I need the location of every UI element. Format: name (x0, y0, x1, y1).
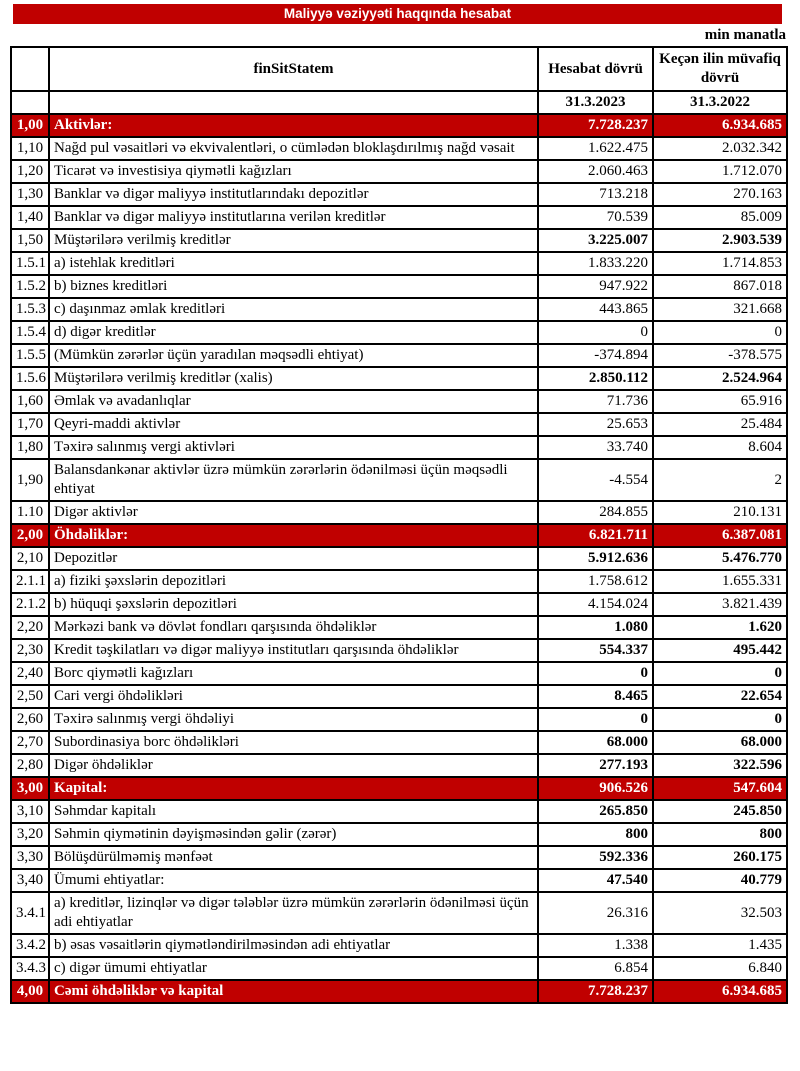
row-label: Təxirə salınmış vergi aktivləri (49, 436, 538, 459)
table-row (11, 275, 787, 298)
row-value-previous: 2.524.964 (653, 367, 787, 390)
table-row (11, 593, 787, 616)
row-value-current: 26.316 (538, 892, 653, 934)
row-label: Aktivlər: (49, 114, 538, 137)
row-value-previous: 5.476.770 (653, 547, 787, 570)
row-value-previous: 2.903.539 (653, 229, 787, 252)
row-code: 3,40 (11, 869, 49, 892)
row-value-previous: 8.604 (653, 436, 787, 459)
row-label: a) istehlak kreditləri (49, 252, 538, 275)
table-row (11, 869, 787, 892)
row-code: 2.1.1 (11, 570, 49, 593)
row-value-previous: 1.655.331 (653, 570, 787, 593)
row-code: 1,30 (11, 183, 49, 206)
row-label: Ümumi ehtiyatlar: (49, 869, 538, 892)
table-row (11, 616, 787, 639)
row-label: Bölüşdürülməmiş mənfəət (49, 846, 538, 869)
row-label: Səhmin qiymətinin dəyişməsindən gəlir (zərər) (49, 823, 538, 846)
row-value-current: 47.540 (538, 869, 653, 892)
table-row (11, 413, 787, 436)
header-previous-period: Keçən ilin müvafiq dövrü (653, 47, 787, 91)
row-label: Borc qiymətli kağızları (49, 662, 538, 685)
row-value-previous: -378.575 (653, 344, 787, 367)
row-value-current: 0 (538, 662, 653, 685)
row-value-current: 1.758.612 (538, 570, 653, 593)
header-current-period: Hesabat dövrü (538, 47, 653, 91)
row-value-current: -4.554 (538, 459, 653, 501)
row-code: 1,10 (11, 137, 49, 160)
table-row (11, 367, 787, 390)
row-code: 1,80 (11, 436, 49, 459)
row-value-previous: 6.934.685 (653, 980, 787, 1003)
table-row (11, 754, 787, 777)
table-date-row (11, 91, 787, 114)
row-label: Qeyri-maddi aktivlər (49, 413, 538, 436)
table-row (11, 183, 787, 206)
table-row (11, 436, 787, 459)
row-code: 1,90 (11, 459, 49, 501)
row-value-previous: 2 (653, 459, 787, 501)
table-row (11, 685, 787, 708)
table-row (11, 524, 787, 547)
row-code: 1,60 (11, 390, 49, 413)
row-value-previous: 1.714.853 (653, 252, 787, 275)
table-row (11, 344, 787, 367)
row-label: Ticarət və investisiya qiymətli kağızları (49, 160, 538, 183)
table-row (11, 229, 787, 252)
row-code: 1.5.4 (11, 321, 49, 344)
row-label: Öhdəliklər: (49, 524, 538, 547)
row-label: Banklar və digər maliyyə institutlarındakı depozitlər (49, 183, 538, 206)
row-label: Əmlak və avadanlıqlar (49, 390, 538, 413)
row-label: (Mümkün zərərlər üçün yaradılan məqsədli ehtiyat) (49, 344, 538, 367)
row-label: Digər aktivlər (49, 501, 538, 524)
row-label: a) fiziki şəxslərin depozitləri (49, 570, 538, 593)
row-value-current: 1.622.475 (538, 137, 653, 160)
row-value-previous: 6.840 (653, 957, 787, 980)
row-value-previous: 0 (653, 708, 787, 731)
table-row (11, 639, 787, 662)
table-row (11, 892, 787, 934)
row-code: 2,50 (11, 685, 49, 708)
row-code: 1.5.3 (11, 298, 49, 321)
row-value-current: 4.154.024 (538, 593, 653, 616)
row-label: Digər öhdəliklər (49, 754, 538, 777)
row-value-previous: 495.442 (653, 639, 787, 662)
row-value-current: 277.193 (538, 754, 653, 777)
row-value-current: 5.912.636 (538, 547, 653, 570)
row-code: 1.10 (11, 501, 49, 524)
row-label: Cari vergi öhdəlikləri (49, 685, 538, 708)
row-label: Depozitlər (49, 547, 538, 570)
row-label: d) digər kreditlər (49, 321, 538, 344)
row-code: 2,10 (11, 547, 49, 570)
row-value-current: 2.060.463 (538, 160, 653, 183)
row-value-previous: 1.712.070 (653, 160, 787, 183)
row-code: 2,30 (11, 639, 49, 662)
row-value-current: 443.865 (538, 298, 653, 321)
table-row (11, 547, 787, 570)
row-code: 3,30 (11, 846, 49, 869)
row-code: 4,00 (11, 980, 49, 1003)
date-label-cell (49, 91, 538, 114)
row-value-previous: 1.620 (653, 616, 787, 639)
row-label: Kredit təşkilatları və digər maliyyə institutları qarşısında öhdəliklər (49, 639, 538, 662)
row-code: 3,10 (11, 800, 49, 823)
row-value-current: 800 (538, 823, 653, 846)
table-row (11, 957, 787, 980)
row-code: 1.5.6 (11, 367, 49, 390)
row-label: Müştərilərə verilmiş kreditlər (xalis) (49, 367, 538, 390)
row-code: 2,40 (11, 662, 49, 685)
table-row (11, 846, 787, 869)
table-row (11, 298, 787, 321)
table-row (11, 777, 787, 800)
row-code: 3.4.2 (11, 934, 49, 957)
row-value-current: 33.740 (538, 436, 653, 459)
row-code: 2.1.2 (11, 593, 49, 616)
row-value-previous: 1.435 (653, 934, 787, 957)
table-row (11, 206, 787, 229)
row-code: 3,20 (11, 823, 49, 846)
row-label: Banklar və digər maliyyə institutlarına verilən kreditlər (49, 206, 538, 229)
row-value-previous: 321.668 (653, 298, 787, 321)
row-value-previous: 0 (653, 321, 787, 344)
row-code: 1,50 (11, 229, 49, 252)
row-value-current: 947.922 (538, 275, 653, 298)
table-row (11, 459, 787, 501)
row-code: 2,80 (11, 754, 49, 777)
row-code: 2,00 (11, 524, 49, 547)
row-code: 3.4.1 (11, 892, 49, 934)
row-value-current: 0 (538, 708, 653, 731)
row-code: 3.4.3 (11, 957, 49, 980)
row-label: Mərkəzi bank və dövlət fondları qarşısında öhdəliklər (49, 616, 538, 639)
row-label: c) digər ümumi ehtiyatlar (49, 957, 538, 980)
row-value-current: -374.894 (538, 344, 653, 367)
row-value-current: 3.225.007 (538, 229, 653, 252)
table-row (11, 708, 787, 731)
row-value-previous: 32.503 (653, 892, 787, 934)
row-label: Subordinasiya borc öhdəlikləri (49, 731, 538, 754)
row-value-previous: 25.484 (653, 413, 787, 436)
row-code: 1,40 (11, 206, 49, 229)
row-value-current: 6.854 (538, 957, 653, 980)
row-label: Kapital: (49, 777, 538, 800)
row-value-previous: 3.821.439 (653, 593, 787, 616)
row-label: b) hüquqi şəxslərin depozitləri (49, 593, 538, 616)
row-value-current: 8.465 (538, 685, 653, 708)
row-value-current: 6.821.711 (538, 524, 653, 547)
row-value-current: 906.526 (538, 777, 653, 800)
table-header-row (11, 47, 787, 91)
row-value-current: 554.337 (538, 639, 653, 662)
table-row (11, 501, 787, 524)
report-title-bar (13, 4, 782, 24)
row-value-previous: 2.032.342 (653, 137, 787, 160)
row-value-previous: 245.850 (653, 800, 787, 823)
row-value-previous: 40.779 (653, 869, 787, 892)
row-value-current: 265.850 (538, 800, 653, 823)
row-label: b) biznes kreditləri (49, 275, 538, 298)
date-current: 31.3.2023 (538, 91, 653, 114)
row-label: Nağd pul vəsaitləri və ekvivalentləri, o cümlədən bloklaşdırılmış nağd vəsait (49, 137, 538, 160)
row-value-previous: 22.654 (653, 685, 787, 708)
row-code: 1.5.2 (11, 275, 49, 298)
row-value-current: 1.833.220 (538, 252, 653, 275)
row-value-current: 1.080 (538, 616, 653, 639)
row-label: Balansdankənar aktivlər üzrə mümkün zərərlərin ödənilməsi üçün məqsədli ehtiyat (49, 459, 538, 501)
row-code: 1,70 (11, 413, 49, 436)
unit-note: min manatla (704, 27, 786, 43)
row-value-current: 284.855 (538, 501, 653, 524)
table-row (11, 160, 787, 183)
row-value-previous: 0 (653, 662, 787, 685)
header-code-cell (11, 47, 49, 91)
row-label: Təxirə salınmış vergi öhdəliyi (49, 708, 538, 731)
row-value-previous: 800 (653, 823, 787, 846)
row-label: Səhmdar kapitalı (49, 800, 538, 823)
table-row (11, 114, 787, 137)
row-value-current: 7.728.237 (538, 114, 653, 137)
row-value-previous: 547.604 (653, 777, 787, 800)
table-row (11, 252, 787, 275)
row-value-previous: 260.175 (653, 846, 787, 869)
table-row (11, 390, 787, 413)
row-label: a) kreditlər, lizinqlər və digər tələblər üzrə mümkün zərərlərin ödənilməsi üçün adi ehtiyatlar (49, 892, 538, 934)
table-row (11, 823, 787, 846)
financial-statement-table (10, 46, 788, 1004)
row-value-previous: 867.018 (653, 275, 787, 298)
row-value-current: 1.338 (538, 934, 653, 957)
table-row (11, 934, 787, 957)
header-statement-label: finSitStatem (49, 47, 538, 91)
row-value-previous: 65.916 (653, 390, 787, 413)
table-row (11, 800, 787, 823)
row-value-current: 68.000 (538, 731, 653, 754)
row-label: c) daşınmaz əmlak kreditləri (49, 298, 538, 321)
table-row (11, 137, 787, 160)
row-code: 3,00 (11, 777, 49, 800)
row-value-current: 2.850.112 (538, 367, 653, 390)
row-code: 2,60 (11, 708, 49, 731)
row-value-previous: 85.009 (653, 206, 787, 229)
table-row (11, 731, 787, 754)
row-label: b) əsas vəsaitlərin qiymətləndirilməsindən adi ehtiyatlar (49, 934, 538, 957)
row-value-current: 25.653 (538, 413, 653, 436)
row-code: 1.5.5 (11, 344, 49, 367)
row-label: Müştərilərə verilmiş kreditlər (49, 229, 538, 252)
table-row (11, 662, 787, 685)
date-previous: 31.3.2022 (653, 91, 787, 114)
row-code: 1,20 (11, 160, 49, 183)
table-row (11, 321, 787, 344)
row-value-current: 7.728.237 (538, 980, 653, 1003)
row-value-current: 71.736 (538, 390, 653, 413)
row-label: Cəmi öhdəliklər və kapital (49, 980, 538, 1003)
row-code: 1,00 (11, 114, 49, 137)
row-value-previous: 270.163 (653, 183, 787, 206)
row-value-previous: 6.934.685 (653, 114, 787, 137)
row-value-current: 70.539 (538, 206, 653, 229)
row-value-current: 592.336 (538, 846, 653, 869)
row-value-previous: 6.387.081 (653, 524, 787, 547)
row-value-previous: 210.131 (653, 501, 787, 524)
report-title: Maliyyə vəziyyəti haqqında hesabat (283, 6, 512, 21)
row-code: 2,20 (11, 616, 49, 639)
row-value-previous: 68.000 (653, 731, 787, 754)
table-row (11, 570, 787, 593)
table-row (11, 980, 787, 1003)
row-value-current: 0 (538, 321, 653, 344)
row-code: 2,70 (11, 731, 49, 754)
row-code: 1.5.1 (11, 252, 49, 275)
row-value-current: 713.218 (538, 183, 653, 206)
row-value-previous: 322.596 (653, 754, 787, 777)
date-code-cell (11, 91, 49, 114)
